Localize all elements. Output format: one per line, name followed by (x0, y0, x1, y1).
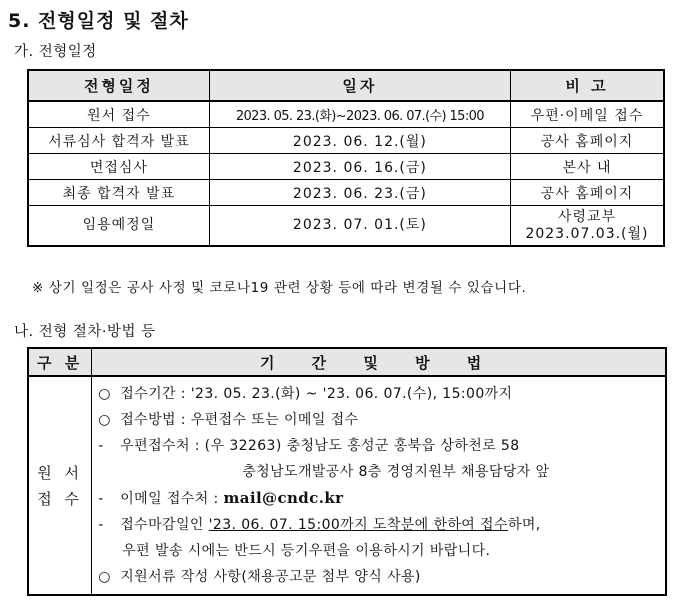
subsection-schedule-title: 가. 전형일정 (14, 44, 97, 60)
date-cell: 2023. 06. 12.(월) (209, 128, 510, 154)
dash-bullet-icon: - (98, 517, 104, 533)
table-row (28, 376, 666, 595)
email-address: mail@cndc.kr (223, 489, 344, 507)
circle-bullet-icon: ○ (98, 386, 111, 402)
table-row (28, 154, 664, 180)
date-cell: 2023. 06. 23.(금) (209, 180, 510, 206)
postal-address-line: - 우편접수처 : (우 32263) 충청남도 홍성군 홍북읍 상하천로 58 (98, 433, 665, 459)
note-cell: 본사 내 (510, 154, 664, 180)
note-cell: 공사 홈페이지 (510, 180, 664, 206)
date-cell: 2023. 07. 01.(토) (209, 206, 510, 247)
stage-cell: 면접심사 (28, 154, 209, 180)
procedure-header-row (28, 348, 666, 376)
header-method: 기 간 및 방 법 (92, 348, 666, 376)
dash-bullet-icon: - (98, 491, 104, 507)
table-row (28, 206, 664, 247)
table-row (28, 101, 664, 128)
category-cell (28, 376, 92, 595)
postal-recipient-line: 충청남도개발공사 8층 경영지원부 채용담당자 앞 (242, 464, 550, 480)
date-cell: 2023. 06. 16.(금) (209, 154, 510, 180)
deadline-continuation-line: 우편 발송 시에는 반드시 등기우편을 이용하시기 바랍니다. (122, 543, 491, 559)
deadline-line: - 접수마감일인 '23. 06. 07. 15:00까지 도착분에 한하여 접수하며, (98, 512, 665, 538)
procedure-table (27, 347, 667, 596)
stage-cell: 최종 합격자 발표 (28, 180, 209, 206)
date-cell: 2023. 05. 23.(화)~2023. 06. 07.(수) 15:00 (209, 101, 510, 128)
stage-cell: 서류심사 합격자 발표 (28, 128, 209, 154)
category-line-2: 접 수 (37, 489, 83, 508)
circle-bullet-icon: ○ (98, 569, 111, 585)
method-cell (92, 376, 666, 595)
table-row (28, 180, 664, 206)
period-line: ○ 접수기간 : '23. 05. 23.(화) ~ '23. 06. 07.(수), 15:00까지 (98, 381, 665, 407)
table-row (28, 128, 664, 154)
method-line: ○ 접수방법 : 우편접수 또는 이메일 접수 (98, 407, 665, 433)
schedule-table (27, 69, 665, 247)
header-stage: 전형일정 (28, 70, 209, 101)
note-line-1: 사령교부 (557, 208, 617, 225)
section-heading: 5. 전형일정 및 절차 (8, 10, 189, 32)
stage-cell: 원서 접수 (28, 101, 209, 128)
schedule-footnote: ※ 상기 일정은 공사 사정 및 코로나19 관련 상황 등에 따라 변경될 수 있습니다. (32, 280, 527, 296)
note-line-2: 2023.07.03.(월) (525, 225, 649, 242)
category-line-1: 원 서 (37, 463, 83, 482)
header-date: 일자 (209, 70, 510, 101)
circle-bullet-icon: ○ (98, 412, 111, 428)
header-category: 구 분 (28, 348, 92, 376)
subsection-procedure-title: 나. 전형 절차·방법 등 (14, 324, 156, 340)
stage-cell: 임용예정일 (28, 206, 209, 247)
deadline-emphasis: '23. 06. 07. 15:00까지 도착분에 한하여 접수 (208, 517, 508, 533)
header-note: 비 고 (510, 70, 664, 101)
note-cell: 우편·이메일 접수 (510, 101, 664, 128)
schedule-header-row (28, 70, 664, 101)
documents-line: ○ 지원서류 작성 사항(채용공고문 첨부 양식 사용) (98, 564, 665, 590)
dash-bullet-icon: - (98, 438, 104, 454)
email-line: - 이메일 접수처 : mail@cndc.kr (98, 485, 665, 512)
note-cell: 공사 홈페이지 (510, 128, 664, 154)
note-cell (510, 206, 664, 247)
